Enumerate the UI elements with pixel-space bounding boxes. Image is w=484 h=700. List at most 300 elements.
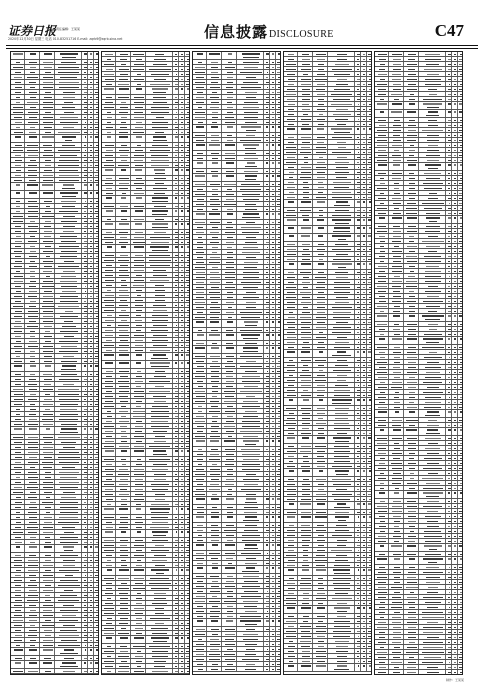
table-cell bbox=[40, 244, 55, 248]
table-cell bbox=[185, 507, 190, 514]
table-cell bbox=[207, 609, 222, 613]
table-cell bbox=[404, 615, 419, 619]
table-cell bbox=[147, 644, 174, 648]
table-cell bbox=[284, 325, 298, 329]
table-cell bbox=[147, 95, 174, 99]
table-cell bbox=[11, 578, 25, 582]
table-cell bbox=[367, 335, 372, 339]
table-cell bbox=[420, 370, 447, 374]
table-cell bbox=[11, 387, 25, 391]
table-cell bbox=[458, 491, 463, 498]
table-row bbox=[375, 491, 462, 499]
table-cell bbox=[284, 378, 298, 382]
table-cell bbox=[420, 375, 447, 379]
table-cell bbox=[238, 384, 265, 388]
table-cell bbox=[11, 540, 25, 544]
table-cell bbox=[207, 652, 222, 656]
table-cell bbox=[193, 285, 207, 289]
table-cell bbox=[185, 148, 190, 152]
table-cell bbox=[313, 411, 328, 415]
table-cell bbox=[116, 626, 131, 630]
table-column bbox=[283, 51, 372, 675]
table-cell bbox=[420, 274, 447, 278]
table-cell bbox=[56, 130, 83, 134]
table-cell bbox=[25, 209, 40, 213]
table-cell bbox=[193, 60, 207, 64]
table-cell bbox=[458, 143, 463, 147]
table-cell bbox=[458, 294, 463, 298]
table-cell bbox=[313, 421, 328, 425]
table-cell bbox=[40, 563, 55, 567]
table-cell bbox=[458, 201, 463, 205]
table-cell bbox=[276, 604, 281, 608]
table-cell bbox=[40, 110, 55, 114]
table-cell bbox=[298, 568, 313, 575]
table-cell bbox=[389, 514, 404, 518]
table-cell bbox=[458, 565, 463, 569]
table-cell bbox=[102, 245, 116, 252]
table-cell bbox=[458, 52, 463, 56]
table-cell bbox=[40, 75, 55, 79]
table-cell bbox=[102, 543, 116, 547]
table-cell bbox=[284, 444, 298, 448]
table-cell bbox=[207, 551, 222, 555]
table-cell bbox=[94, 191, 99, 198]
table-cell bbox=[298, 358, 313, 362]
table-cell bbox=[367, 558, 372, 562]
table-cell bbox=[11, 475, 25, 479]
table-cell bbox=[147, 601, 174, 605]
table-cell bbox=[222, 280, 237, 284]
table-cell bbox=[147, 77, 174, 81]
table-cell bbox=[238, 230, 265, 234]
table-cell bbox=[458, 600, 463, 604]
table-cell bbox=[313, 305, 328, 309]
table-cell bbox=[284, 310, 298, 314]
table-cell bbox=[389, 97, 404, 101]
table-cell bbox=[25, 460, 40, 464]
table-cell bbox=[238, 657, 265, 661]
table-cell bbox=[389, 110, 404, 117]
table-cell bbox=[313, 262, 328, 269]
table-cell bbox=[284, 117, 298, 121]
table-cell bbox=[276, 354, 281, 358]
table-cell bbox=[131, 515, 146, 519]
table-cell bbox=[102, 369, 116, 373]
table-cell bbox=[25, 520, 40, 524]
table-cell bbox=[276, 579, 281, 583]
table-cell bbox=[147, 467, 174, 471]
table-cell bbox=[131, 87, 146, 94]
table-cell bbox=[131, 313, 146, 317]
table-cell bbox=[404, 87, 419, 91]
table-cell bbox=[11, 60, 25, 64]
table-cell bbox=[147, 245, 174, 252]
table-cell bbox=[102, 482, 116, 486]
table-cell bbox=[193, 505, 207, 509]
table-cell bbox=[284, 659, 298, 663]
table-cell bbox=[131, 209, 146, 216]
table-cell bbox=[131, 168, 146, 175]
table-row bbox=[284, 226, 371, 234]
table-cell bbox=[193, 359, 207, 363]
table-cell bbox=[207, 667, 222, 671]
table-cell bbox=[284, 363, 298, 367]
table-cell bbox=[222, 394, 237, 398]
table-cell bbox=[40, 608, 55, 612]
table-cell bbox=[131, 253, 146, 257]
table-cell bbox=[131, 659, 146, 663]
table-cell bbox=[284, 145, 298, 149]
table-cell bbox=[375, 171, 389, 175]
table-cell bbox=[131, 67, 146, 71]
table-cell bbox=[375, 446, 389, 450]
table-cell bbox=[313, 538, 328, 542]
table-cell bbox=[276, 240, 281, 244]
table-cell bbox=[458, 87, 463, 91]
table-cell bbox=[389, 590, 404, 594]
table-cell bbox=[389, 615, 404, 619]
table-cell bbox=[131, 343, 146, 347]
table-cell bbox=[40, 349, 55, 353]
table-cell bbox=[94, 643, 99, 647]
table-cell bbox=[404, 244, 419, 248]
table-cell bbox=[238, 662, 265, 666]
table-cell bbox=[131, 338, 146, 342]
table-cell bbox=[94, 163, 99, 167]
table-cell bbox=[147, 204, 174, 208]
table-cell bbox=[102, 217, 116, 221]
table-cell bbox=[298, 200, 313, 207]
table-cell bbox=[458, 370, 463, 374]
table-cell bbox=[40, 583, 55, 587]
table-cell bbox=[367, 510, 372, 514]
table-cell bbox=[313, 252, 328, 256]
table-cell bbox=[222, 452, 237, 456]
table-cell bbox=[420, 304, 447, 308]
table-cell bbox=[94, 583, 99, 587]
table-cell bbox=[284, 195, 298, 199]
table-cell bbox=[284, 553, 298, 557]
table-cell bbox=[56, 435, 83, 439]
table-cell bbox=[102, 649, 116, 653]
table-cell bbox=[40, 319, 55, 323]
table-cell bbox=[238, 115, 265, 119]
table-cell bbox=[40, 209, 55, 213]
table-cell bbox=[11, 110, 25, 114]
table-cell bbox=[102, 520, 116, 524]
table-cell bbox=[40, 274, 55, 278]
table-cell bbox=[25, 329, 40, 333]
table-cell bbox=[147, 419, 174, 423]
table-cell bbox=[131, 72, 146, 76]
table-cell bbox=[375, 410, 389, 417]
table-cell bbox=[11, 613, 25, 617]
table-cell bbox=[329, 107, 356, 111]
table-cell bbox=[367, 160, 372, 164]
table-cell bbox=[131, 115, 146, 119]
table-cell bbox=[185, 664, 190, 668]
table-cell bbox=[389, 264, 404, 268]
table-cell bbox=[102, 477, 116, 481]
table-cell bbox=[40, 115, 55, 119]
table-cell bbox=[313, 135, 328, 139]
table-cell bbox=[147, 530, 174, 537]
table-cell bbox=[11, 65, 25, 69]
table-cell bbox=[420, 423, 447, 427]
table-row bbox=[284, 502, 371, 510]
table-cell bbox=[420, 123, 447, 127]
table-cell bbox=[238, 270, 265, 274]
table-cell bbox=[147, 308, 174, 312]
table-cell bbox=[329, 247, 356, 251]
table-cell bbox=[193, 120, 207, 124]
table-cell bbox=[404, 529, 419, 533]
table-cell bbox=[375, 491, 389, 498]
table-cell bbox=[116, 288, 131, 292]
table-cell bbox=[420, 552, 447, 556]
table-cell bbox=[185, 576, 190, 580]
table-cell bbox=[367, 290, 372, 294]
table-cell bbox=[116, 204, 131, 208]
table-cell bbox=[276, 457, 281, 461]
table-cell bbox=[276, 192, 281, 196]
table-cell bbox=[458, 355, 463, 359]
table-cell bbox=[375, 365, 389, 369]
table-cell bbox=[389, 239, 404, 243]
table-cell bbox=[420, 62, 447, 66]
table-cell bbox=[102, 361, 116, 368]
table-cell bbox=[367, 340, 372, 344]
table-cell bbox=[222, 245, 237, 249]
table-cell bbox=[276, 364, 281, 368]
table-cell bbox=[329, 378, 356, 382]
table-cell bbox=[298, 624, 313, 628]
table-cell bbox=[458, 645, 463, 649]
table-cell bbox=[185, 472, 190, 476]
table-cell bbox=[116, 191, 131, 195]
table-cell bbox=[329, 320, 356, 324]
table-cell bbox=[222, 439, 237, 446]
table-cell bbox=[420, 418, 447, 422]
table-cell bbox=[131, 543, 146, 547]
table-cell bbox=[389, 158, 404, 162]
table-cell bbox=[94, 427, 99, 434]
table-cell bbox=[40, 450, 55, 454]
table-cell bbox=[147, 361, 174, 368]
table-cell bbox=[193, 65, 207, 69]
table-cell bbox=[207, 574, 222, 578]
table-cell bbox=[222, 447, 237, 451]
table-cell bbox=[389, 365, 404, 369]
table-cell bbox=[40, 339, 55, 343]
table-cell bbox=[131, 530, 146, 537]
table-cell bbox=[193, 225, 207, 229]
table-cell bbox=[420, 385, 447, 389]
table-cell bbox=[40, 158, 55, 162]
table-cell bbox=[40, 578, 55, 582]
table-cell bbox=[131, 472, 146, 476]
table-cell bbox=[56, 364, 83, 371]
table-cell bbox=[102, 95, 116, 99]
table-cell bbox=[238, 161, 265, 168]
table-cell bbox=[185, 659, 190, 663]
table-cell bbox=[375, 102, 389, 109]
table-cell bbox=[375, 244, 389, 248]
dateline: 2020年12月30日 星期三 电话 010-83251716 E-mail: zqrb9@zqrb.sina.net bbox=[8, 37, 123, 41]
table-cell bbox=[276, 551, 281, 555]
table-cell bbox=[404, 625, 419, 629]
table-cell bbox=[238, 169, 265, 173]
table-cell bbox=[367, 363, 372, 367]
table-cell bbox=[298, 102, 313, 106]
table-row bbox=[11, 52, 98, 60]
table-cell bbox=[116, 268, 131, 272]
table-cell bbox=[207, 295, 222, 299]
table-cell bbox=[56, 422, 83, 426]
table-cell bbox=[375, 645, 389, 649]
table-cell bbox=[25, 535, 40, 539]
table-cell bbox=[222, 151, 237, 155]
table-cell bbox=[222, 333, 237, 340]
table-cell bbox=[193, 452, 207, 456]
table-cell bbox=[375, 360, 389, 364]
table-cell bbox=[375, 97, 389, 101]
table-cell bbox=[420, 466, 447, 470]
table-cell bbox=[458, 304, 463, 308]
table-cell bbox=[131, 644, 146, 648]
table-cell bbox=[420, 118, 447, 122]
table-cell bbox=[193, 212, 207, 219]
table-cell bbox=[298, 112, 313, 116]
table-cell bbox=[94, 661, 99, 668]
table-cell bbox=[458, 665, 463, 669]
table-cell bbox=[222, 250, 237, 254]
table-cell bbox=[367, 596, 372, 600]
table-cell bbox=[185, 449, 190, 456]
table-cell bbox=[329, 444, 356, 448]
table-cell bbox=[11, 427, 25, 434]
table-cell bbox=[40, 525, 55, 529]
table-cell bbox=[40, 553, 55, 557]
table-cell bbox=[329, 140, 356, 144]
table-cell bbox=[298, 388, 313, 392]
table-cell bbox=[185, 520, 190, 524]
table-cell bbox=[147, 384, 174, 388]
table-cell bbox=[11, 143, 25, 147]
table-cell bbox=[116, 581, 131, 585]
table-cell bbox=[40, 505, 55, 509]
table-cell bbox=[94, 510, 99, 514]
table-cell bbox=[185, 477, 190, 481]
table-cell bbox=[56, 299, 83, 303]
table-cell bbox=[276, 467, 281, 471]
table-cell bbox=[420, 565, 447, 569]
table-cell bbox=[329, 315, 356, 319]
table-cell bbox=[222, 533, 237, 537]
table-cell bbox=[367, 145, 372, 149]
table-cell bbox=[238, 594, 265, 598]
table-cell bbox=[375, 224, 389, 228]
table-cell bbox=[375, 92, 389, 96]
table-cell bbox=[116, 462, 131, 466]
table-cell bbox=[102, 568, 116, 575]
table-cell bbox=[25, 75, 40, 79]
table-cell bbox=[11, 392, 25, 396]
table-cell bbox=[375, 269, 389, 273]
table-cell bbox=[116, 343, 131, 347]
table-cell bbox=[298, 444, 313, 448]
table-cell bbox=[193, 556, 207, 560]
table-row bbox=[193, 333, 280, 341]
table-cell bbox=[185, 135, 190, 142]
table-cell bbox=[276, 409, 281, 413]
table-cell bbox=[56, 158, 83, 162]
table-cell bbox=[94, 314, 99, 318]
table-cell bbox=[238, 472, 265, 476]
table-cell bbox=[458, 570, 463, 574]
table-row bbox=[375, 102, 462, 110]
table-cell bbox=[276, 260, 281, 264]
table-cell bbox=[238, 300, 265, 304]
table-cell bbox=[367, 175, 372, 179]
table-cell bbox=[185, 217, 190, 221]
table-cell bbox=[276, 169, 281, 173]
table-cell bbox=[11, 274, 25, 278]
table-cell bbox=[276, 561, 281, 565]
table-cell bbox=[11, 364, 25, 371]
table-cell bbox=[404, 350, 419, 354]
table-cell bbox=[147, 240, 174, 244]
table-cell bbox=[25, 568, 40, 572]
table-cell bbox=[284, 170, 298, 174]
table-cell bbox=[222, 305, 237, 309]
table-cell bbox=[40, 143, 55, 147]
table-cell bbox=[238, 70, 265, 74]
table-cell bbox=[420, 395, 447, 399]
table-cell bbox=[222, 295, 237, 299]
table-cell bbox=[313, 140, 328, 144]
table-cell bbox=[147, 348, 174, 352]
table-cell bbox=[94, 259, 99, 263]
table-cell bbox=[367, 436, 372, 443]
table-cell bbox=[94, 515, 99, 519]
table-cell bbox=[207, 487, 222, 491]
table-cell bbox=[238, 574, 265, 578]
table-cell bbox=[458, 375, 463, 379]
table-cell bbox=[131, 621, 146, 625]
table-cell bbox=[284, 122, 298, 126]
table-cell bbox=[131, 649, 146, 653]
table-cell bbox=[207, 369, 222, 373]
table-cell bbox=[420, 570, 447, 574]
table-cell bbox=[238, 240, 265, 244]
table-cell bbox=[11, 269, 25, 273]
table-cell bbox=[284, 127, 298, 134]
table-cell bbox=[375, 481, 389, 485]
table-cell bbox=[56, 80, 83, 84]
table-cell bbox=[193, 290, 207, 294]
table-cell bbox=[367, 305, 372, 309]
table-cell bbox=[367, 310, 372, 314]
table-cell bbox=[40, 422, 55, 426]
table-cell bbox=[458, 590, 463, 594]
table-cell bbox=[458, 456, 463, 460]
table-cell bbox=[329, 373, 356, 377]
table-cell bbox=[40, 52, 55, 59]
table-cell bbox=[193, 100, 207, 104]
table-cell bbox=[193, 374, 207, 378]
